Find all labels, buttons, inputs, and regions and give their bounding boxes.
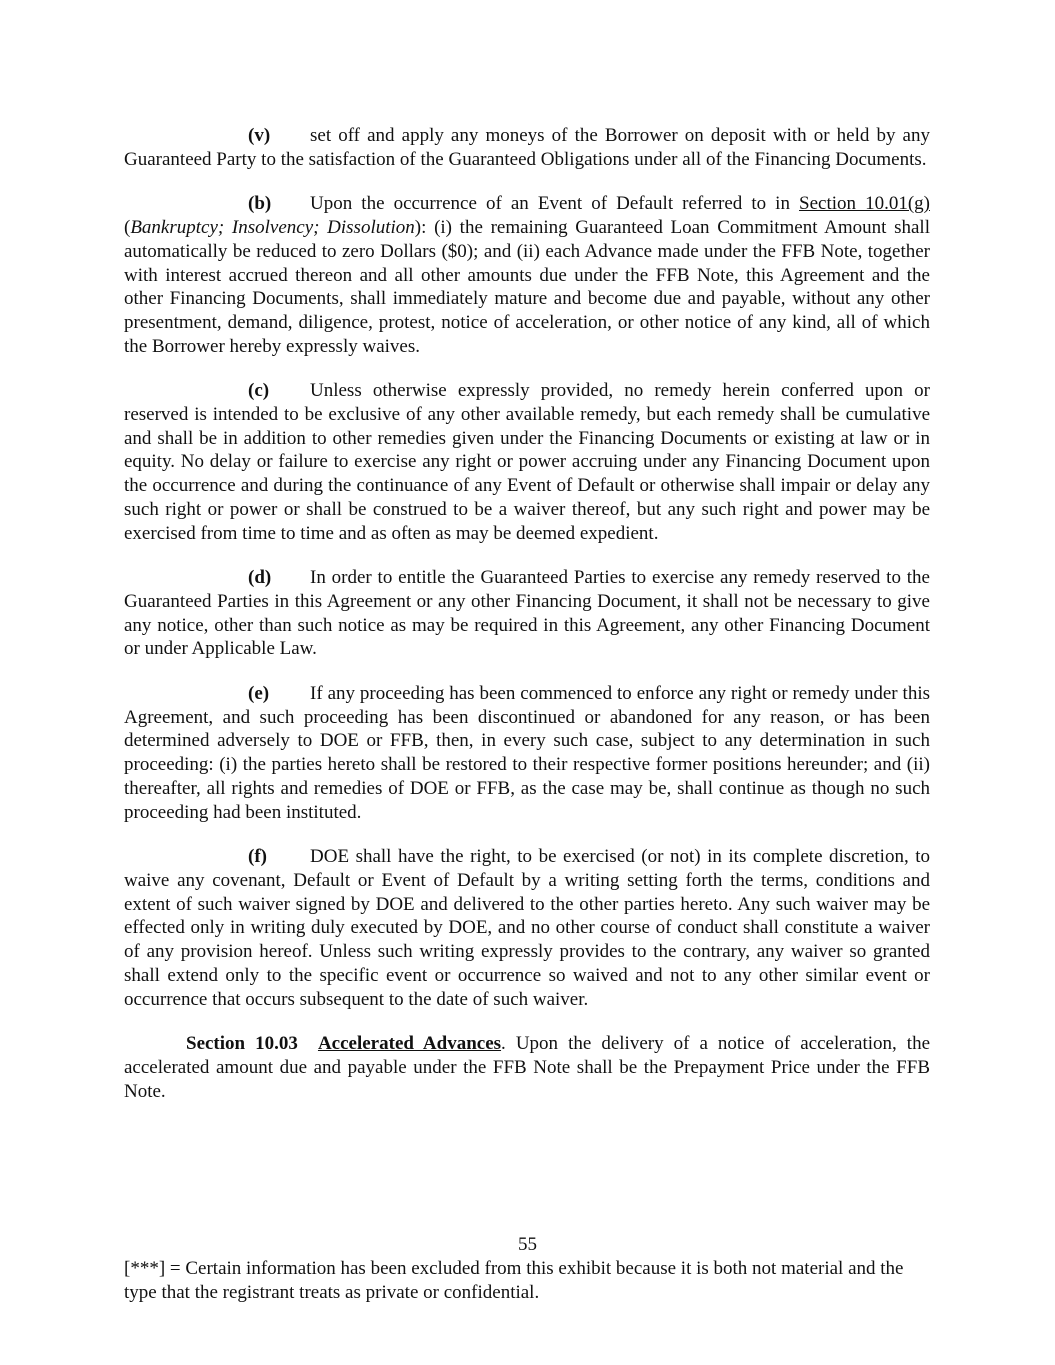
paragraph-text-c: Unless otherwise expressly provided, no remedy herein conferred upon or reserved is intended to be exclusive of any other available remedy, but each remedy shall be cumulative and shall be in addition to other remedies given under the Financing Documents or existing at law or in equity. No delay or failure to exercise any right or power accruing under any Financing Document upon the occurrence and during the continuance of any Event of Default or otherwise shall impair or delay any such right or power or shall be construed to be a waiver thereof, but any such right and power may be exercised from time to time and as often as may be deemed expedient.	[124, 380, 930, 544]
reference-title: Bankruptcy; Insolvency; Dissolution	[130, 217, 415, 239]
paragraph-d	[124, 566, 930, 661]
paragraph-label-d: (d)	[248, 567, 272, 589]
paragraph-text-f: DOE shall have the right, to be exercised (or not) in its complete discretion, to waive any covenant, Default or Event of Default by a writing setting forth the terms, conditions and extent of such waiver signed by DOE and delivered to the other parties hereto. Any such waiver may be effected only in writing duly executed by DOE, and no other course of conduct shall constitute a waiver of any provision hereof. Unless such writing expressly provides to the contrary, any waiver so granted shall extend only to the specific event or occurrence so waived and not to any other similar event or occurrence that occurs subsequent to the date of such waiver.	[124, 846, 930, 1010]
document-page	[124, 124, 930, 1103]
paragraph-b	[124, 192, 930, 358]
paragraph-label-e: (e)	[248, 683, 270, 705]
paragraph-text-v: set off and apply any moneys of the Borrower on deposit with or held by any Guaranteed Party to the satisfaction of the Guaranteed Obligations under all of the Financing Documents.	[124, 125, 930, 170]
section-title-period: .	[501, 1033, 506, 1055]
paragraph-text-d: In order to entitle the Guaranteed Parties to exercise any remedy reserved to the Guaranteed Parties in this Agreement or any other Financing Document, it shall not be necessary to give any notice, other than such notice as may be required in this Agreement, any other Financing Document or under Applicable Law.	[124, 567, 930, 660]
paragraph-e	[124, 682, 930, 824]
section-number: Section 10.03	[186, 1033, 298, 1055]
paragraph-label-c: (c)	[248, 380, 270, 402]
paragraph-f	[124, 845, 930, 1011]
section-title: Accelerated Advances	[317, 1033, 502, 1055]
section-text: Upon the delivery of a notice of acceleration, the accelerated amount due and payable under the FFB Note shall be the Prepayment Price under the FFB Note.	[124, 1033, 930, 1102]
section-reference-link: Section 10.01(g)	[799, 193, 930, 215]
paragraph-text-b-pre: Upon the occurrence of an Event of Default referred to in	[310, 193, 800, 215]
paragraph-v	[124, 124, 930, 171]
paragraph-text-e: If any proceeding has been commenced to enforce any right or remedy under this Agreement, and such proceeding has been discontinued or abandoned for any reason, or has been determined adversely to DOE or FFB, then, in every such case, subject to any determination in such proceeding: (i) the parties hereto shall be restored to their respective former positions hereunder; and (ii) thereafter, all rights and remedies of DOE or FFB, as the case may be, shall continue as though no such proceeding had been instituted.	[124, 683, 930, 823]
paragraph-c	[124, 379, 930, 545]
paragraph-text-b-post: ): (i) the remaining Guaranteed Loan Commitment Amount shall automatically be reduced to zero Dollars ($0); and (ii) each Advance made under the FFB Note, together with interest accrued thereon and all other amounts due under the FFB Note, this Agreement and the other Financing Documents, shall immediately mature and become due and payable, without any other presentment, demand, diligence, protest, notice of acceleration, or other notice of any kind, all of which the Borrower hereby expressly waives.	[124, 217, 930, 357]
confidentiality-footnote: [***] = Certain information has been excluded from this exhibit because it is both not material and the type that the registrant treats as private or confidential.	[124, 1258, 904, 1303]
paragraph-label-b: (b)	[248, 193, 272, 215]
paragraph-label-v: (v)	[248, 125, 271, 146]
section-10-03	[124, 1032, 930, 1103]
paragraph-label-f: (f)	[248, 846, 267, 868]
paragraph-text-b-paren: (	[124, 217, 131, 239]
page-number: 55	[518, 1234, 537, 1255]
